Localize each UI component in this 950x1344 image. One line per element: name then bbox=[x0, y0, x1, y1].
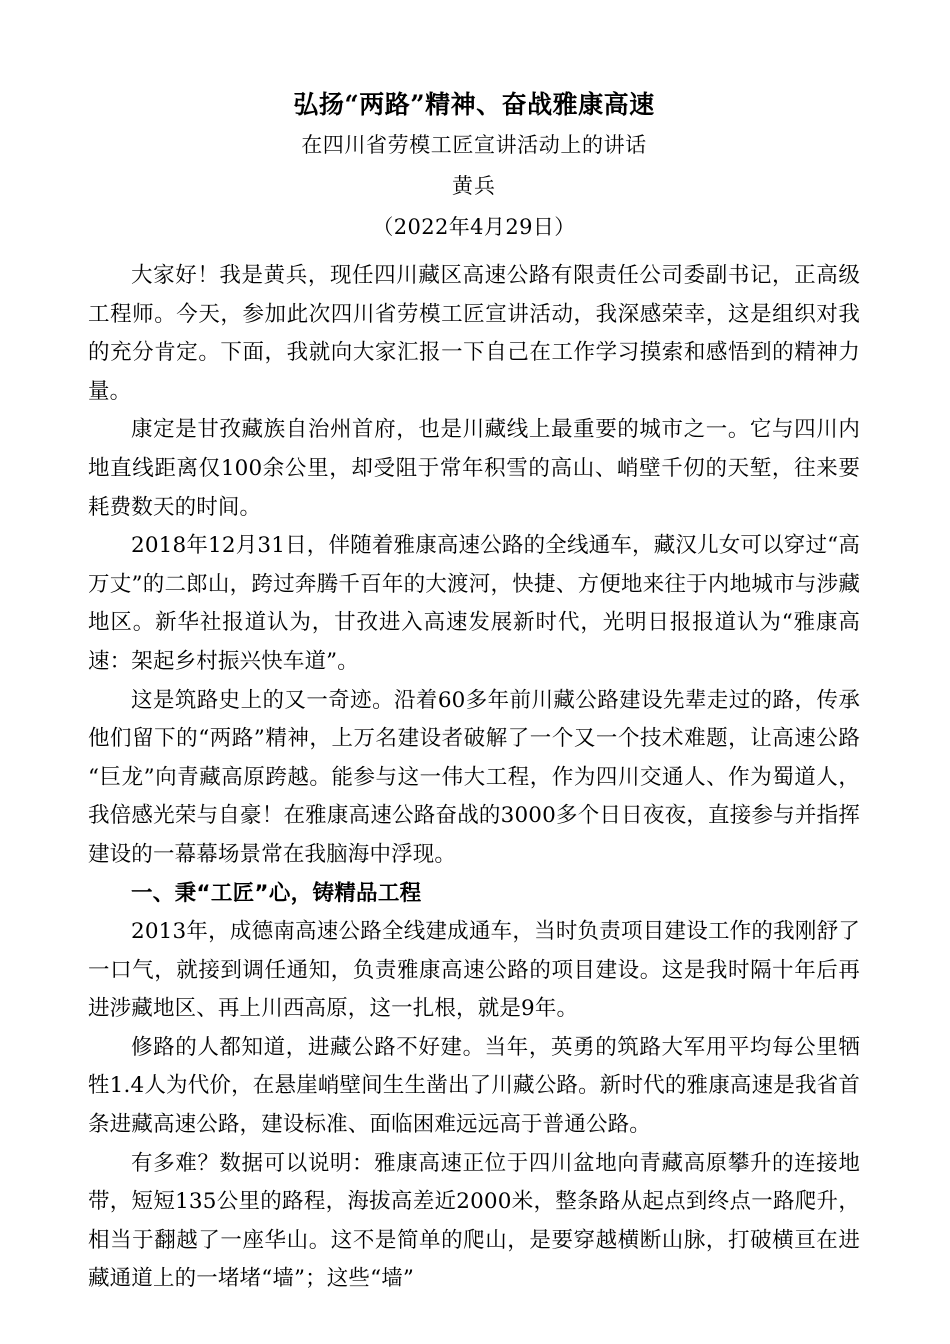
body-paragraph: 大家好！我是黄兵，现任四川藏区高速公路有限责任公司委副书记，正高级工程师。今天，参加此次四川省劳模工匠宣讲活动，我深感荣幸，这是组织对我的充分肯定。下面，我就向大家汇报一下自己在工作学习摸索和感悟到的精神力量。 bbox=[88, 263, 860, 404]
body-paragraph: 2018年12月31日，伴随着雅康高速公路的全线通车，藏汉儿女可以穿过“高万丈”的二郎山，跨过奔腾千百年的大渡河，快捷、方便地来往于内地城市与涉藏地区。新华社报道认为，甘孜进入高速发展新时代，光明日报报道认为“雅康高速：架起乡村振兴快车道”。 bbox=[88, 533, 860, 674]
document-title: 弘扬“两路”精神、奋战雅康高速 bbox=[293, 90, 655, 119]
body-paragraph: 修路的人都知道，进藏公路不好建。当年，英勇的筑路大军用平均每公里牺牲1.4人为代价，在悬崖峭壁间生生凿出了川藏公路。新时代的雅康高速是我省首条进藏高速公路，建设标准、面临困难远远高于普通公路。 bbox=[88, 1034, 860, 1138]
body-paragraph: 有多难？数据可以说明：雅康高速正位于四川盆地向青藏高原攀升的连接地带，短短135公里的路程，海拔高差近2000米，整条路从起点到终点一路爬升，相当于翻越了一座华山。这不是简单的爬山，是要穿越横断山脉，打破横亘在进藏通道上的一堵堵“墙”；这些“墙” bbox=[88, 1150, 860, 1292]
title-block bbox=[88, 0, 860, 246]
document-date: （2022年4月29日） bbox=[372, 215, 576, 239]
document-subtitle: 在四川省劳模工匠宣讲活动上的讲话 bbox=[301, 133, 647, 157]
document-content bbox=[88, 257, 860, 1299]
document-author: 黄兵 bbox=[452, 174, 496, 198]
document-body bbox=[88, 0, 860, 1299]
body-paragraph: 这是筑路史上的又一奇迹。沿着60多年前川藏公路建设先辈走过的路，传承他们留下的“两路”精神，上万名建设者破解了一个又一个技术难题，让高速公路“巨龙”向青藏高原跨越。能参与这一伟大工程，作为四川交通人、作为蜀道人，我倍感光荣与自豪！在雅康高速公路奋战的3000多个日日夜夜，直接参与并指挥建设的一幕幕场景常在我脑海中浮现。 bbox=[88, 687, 860, 867]
section-heading: 一、秉“工匠”心，铸精品工程 bbox=[131, 880, 422, 906]
body-paragraph: 2013年，成德南高速公路全线建成通车，当时负责项目建设工作的我刚舒了一口气，就接到调任通知，负责雅康高速公路的项目建设。这是我时隔十年后再进涉藏地区、再上川西高原，这一扎根，就是9年。 bbox=[88, 919, 860, 1022]
body-paragraph: 康定是甘孜藏族自治州首府，也是川藏线上最重要的城市之一。它与四川内地直线距离仅100余公里，却受阻于常年积雪的高山、峭壁千仞的天堑，往来要耗费数天的时间。 bbox=[88, 417, 860, 520]
